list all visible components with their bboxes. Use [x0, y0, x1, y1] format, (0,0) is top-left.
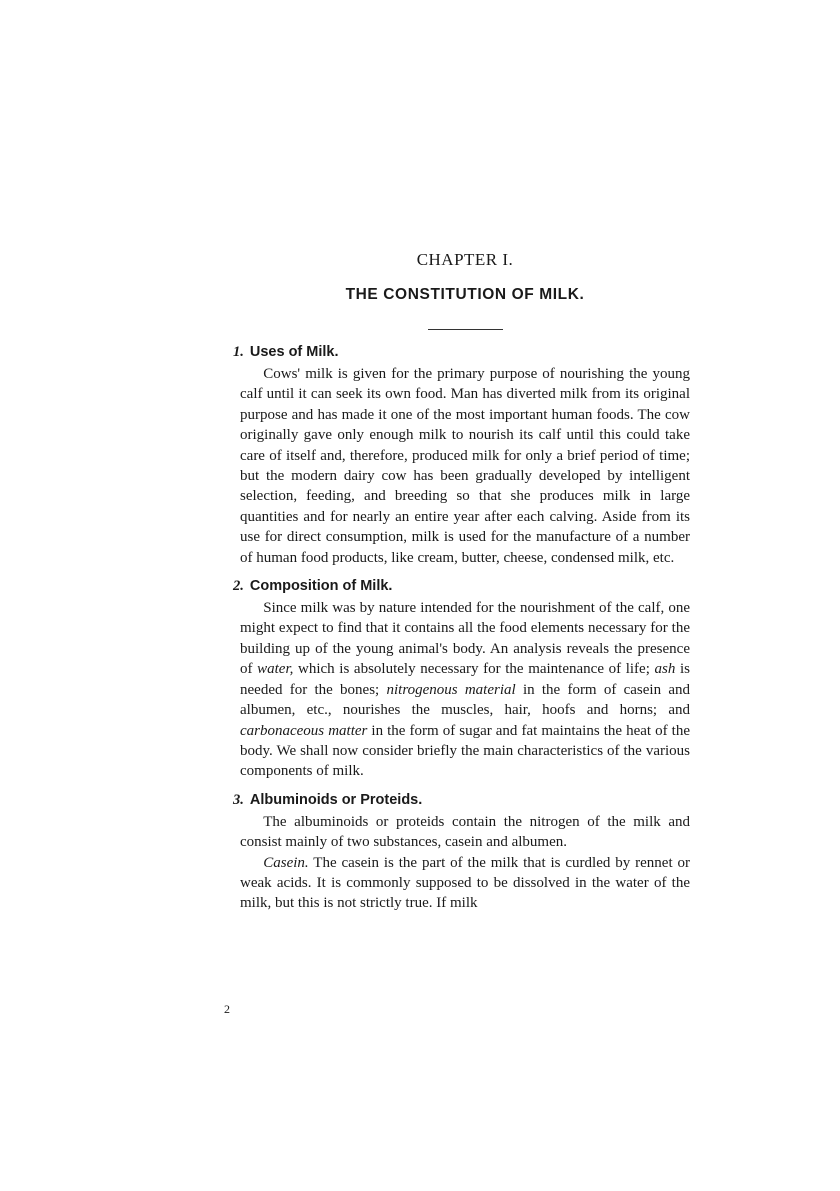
text-run: Since milk was by nature intended for the nourishment of the calf, one might expect to find that it contains all the food elements necessary for the building up of the young animal's body. An analysis reveals the presence of: [240, 600, 690, 678]
title-divider: [428, 329, 503, 330]
paragraph-uses-of-milk: Cows' milk is given for the primary purpose of nourishing the young calf until it can seek its own food. Man has diverted milk from its original purpose and has made it one of the most important human foods. The cow originally gave only enough milk to nourish its calf until this could take care of itself and, therefore, produced milk for only a brief period of time; but the modern dairy cow has been gradually developed by intelligent selection, feeding, and breeding so that she produces milk in large quantities and for nearly an entire year after each calving. Aside from its use for direct consumption, milk is used for the manufacture of a number of human food products, like cream, butter, cheese, condensed milk, etc.: [240, 366, 690, 566]
text-run: is needed for the bones;: [240, 661, 690, 698]
text-run: in the form of casein and albumen, etc., nourishes the muscles, hair, hoofs and horns; and: [240, 681, 691, 719]
paragraph-composition-of-milk: [240, 598, 690, 782]
section-heading-albuminoids: [233, 792, 690, 809]
page-number: 2: [224, 1002, 230, 1016]
text-run: The casein is the part of the milk that is curdled by rennet or weak acids. It is commonly supposed to be dissolved in the water of the milk, but this is not strictly true. If milk: [240, 854, 690, 912]
section-title: Albuminoids or Proteids.: [249, 791, 423, 808]
text-run: in the form of sugar and fat maintains the heat of the body. We shall now consider briefly the main characteristics of the various components of milk.: [240, 722, 690, 780]
section-number: 3.: [233, 791, 244, 808]
section-title: Uses of Milk.: [249, 344, 339, 360]
chapter-label: CHAPTER I.: [416, 250, 514, 269]
emphasis-carbonaceous-matter: carbonaceous matter: [240, 722, 368, 739]
emphasis-casein-lead: Casein.: [263, 854, 309, 871]
section-heading-uses-of-milk: [233, 344, 690, 361]
paragraph-albuminoids: The albuminoids or proteids contain the nitrogen of the milk and consist mainly of two substances, casein and albumen.: [240, 813, 690, 851]
emphasis-nitrogenous-material: nitrogenous material: [386, 681, 516, 698]
section-number: 2.: [233, 578, 244, 595]
paragraph-casein: [240, 853, 690, 914]
text-run: which is absolutely necessary for the maintenance of life;: [293, 661, 655, 678]
section-title: Composition of Milk.: [249, 578, 393, 595]
emphasis-ash: ash: [654, 661, 676, 678]
section-number: 1.: [233, 344, 244, 360]
section-heading-composition-of-milk: [233, 578, 690, 595]
emphasis-water: water,: [257, 661, 294, 678]
text-block: [233, 250, 691, 914]
chapter-title: THE CONSTITUTION OF MILK.: [345, 286, 585, 303]
